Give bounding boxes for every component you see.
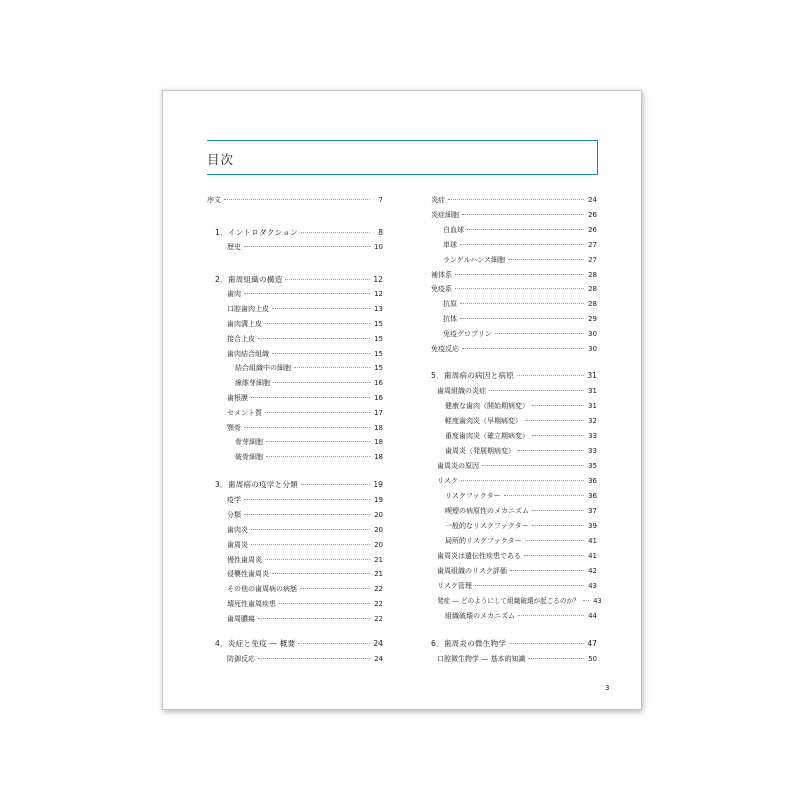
toc-entry-page: 16 <box>374 394 383 402</box>
toc-entry[interactable] <box>431 551 597 561</box>
toc-entry-page: 26 <box>588 211 597 219</box>
toc-entry-label: セメント質 <box>227 409 262 417</box>
leader-dots <box>504 495 584 496</box>
toc-entry-label: 2．歯周組織の構造 <box>215 275 283 284</box>
toc-entry-label: 壊死性歯周疾患 <box>227 600 276 608</box>
toc-entry[interactable] <box>207 437 383 447</box>
toc-entry-label: 抗原 <box>443 300 457 308</box>
toc-entry-page: 20 <box>374 526 383 534</box>
toc-entry-label: 線維芽細胞 <box>235 379 270 387</box>
toc-entry-page: 31 <box>588 402 597 410</box>
toc-entry-label: 歯肉炎 <box>227 526 248 534</box>
leader-dots <box>517 375 584 376</box>
leader-dots <box>518 450 584 451</box>
toc-entry-label: 4．炎症と免疫 ― 概要 <box>215 639 296 648</box>
toc-entry-page: 50 <box>588 655 597 663</box>
toc-entry-label: 発症 ― どのようにして組織破壊が起こるのか？ <box>437 597 580 605</box>
leader-dots <box>301 484 370 485</box>
toc-entry-page: 12 <box>374 290 383 298</box>
toc-entry[interactable] <box>207 569 383 579</box>
toc-entry[interactable] <box>207 423 383 433</box>
toc-entry-label: リスクファクター <box>445 492 501 500</box>
toc-entry-label: リスク管理 <box>437 582 472 590</box>
toc-entry-page: 43 <box>588 582 597 590</box>
toc-entry-label: 口腔歯肉上皮 <box>227 305 269 313</box>
toc-entry-label: 免疫系 <box>431 285 452 293</box>
toc-entry[interactable] <box>431 566 597 576</box>
leader-dots <box>482 465 584 466</box>
leader-dots <box>510 570 584 571</box>
leader-dots <box>455 288 584 289</box>
toc-chapter[interactable] <box>207 639 383 649</box>
leader-dots <box>525 420 584 421</box>
document-page <box>162 90 642 710</box>
leader-dots <box>508 259 584 260</box>
leader-dots <box>244 293 370 294</box>
leader-dots <box>224 199 370 200</box>
toc-entry-label: 分類 <box>227 511 241 519</box>
toc-chapter[interactable] <box>431 639 597 649</box>
toc-entry-label: 序文 <box>207 196 221 204</box>
toc-entry-page: 31 <box>587 371 597 380</box>
toc-entry-page: 27 <box>588 241 597 249</box>
toc-chapter[interactable] <box>431 371 597 381</box>
toc-entry-page: 35 <box>588 462 597 470</box>
toc-entry-label: 疫学 <box>227 496 241 504</box>
leader-dots <box>265 412 370 413</box>
toc-entry-label: 顎骨 <box>227 424 241 432</box>
toc-entry[interactable] <box>207 599 383 609</box>
toc-entry-page: 22 <box>374 585 383 593</box>
toc-entry-label: 一般的なリスクファクター <box>445 522 529 530</box>
toc-entry-label: ランゲルハンス細胞 <box>443 256 506 264</box>
toc-entry[interactable] <box>207 584 383 594</box>
toc-entry[interactable] <box>431 386 597 396</box>
leader-dots <box>272 573 370 574</box>
toc-entry[interactable] <box>431 476 597 486</box>
leader-dots <box>525 540 584 541</box>
toc-entry-page: 30 <box>588 345 597 353</box>
leader-dots <box>244 514 370 515</box>
toc-entry-label: 炎症 <box>431 196 445 204</box>
toc-entry[interactable] <box>431 581 597 591</box>
toc-entry[interactable] <box>431 240 597 250</box>
leader-dots <box>495 333 584 334</box>
toc-entry[interactable] <box>207 555 383 565</box>
toc-entry[interactable] <box>431 491 597 501</box>
toc-entry[interactable] <box>431 536 597 546</box>
toc-entry[interactable] <box>207 540 383 550</box>
toc-entry-page: 15 <box>374 350 383 358</box>
toc-entry-label: 5．歯周病の病因と病原 <box>431 371 514 380</box>
toc-entry-page: 13 <box>374 305 383 313</box>
toc-title-frame <box>207 140 598 175</box>
toc-entry[interactable] <box>431 446 597 456</box>
toc-entry-page: 33 <box>588 432 597 440</box>
leader-dots <box>518 615 584 616</box>
toc-entry-label: 健康な歯肉（開始期病変） <box>445 402 529 410</box>
toc-entry[interactable] <box>207 195 383 205</box>
toc-entry[interactable] <box>431 270 597 280</box>
toc-entry-label: 組織破壊のメカニズム <box>445 612 515 620</box>
leader-dots <box>244 499 370 500</box>
toc-chapter[interactable] <box>207 228 383 238</box>
toc-entry-label: 歯周炎は遺伝性疾患である <box>437 552 521 560</box>
toc-entry[interactable] <box>207 654 383 664</box>
leader-dots <box>524 555 584 556</box>
leader-dots <box>251 529 370 530</box>
toc-entry-label: 局所的リスクファクター <box>445 537 522 545</box>
toc-entry-page: 36 <box>588 477 597 485</box>
toc-entry-page: 24 <box>588 196 597 204</box>
toc-entry[interactable] <box>431 401 597 411</box>
toc-entry[interactable] <box>207 349 383 359</box>
toc-entry-page: 20 <box>374 511 383 519</box>
toc-entry-page: 42 <box>588 567 597 575</box>
toc-entry-label: 接合上皮 <box>227 335 255 343</box>
toc-entry-label: 歯肉結合組織 <box>227 350 269 358</box>
leader-dots <box>489 390 584 391</box>
toc-entry-page: 33 <box>588 447 597 455</box>
toc-entry[interactable] <box>207 363 383 373</box>
toc-entry-page: 19 <box>374 496 383 504</box>
leader-dots <box>532 405 584 406</box>
toc-entry-label: 重度歯肉炎（確立期病変） <box>445 432 529 440</box>
toc-entry-label: 歯周膿瘍 <box>227 615 255 623</box>
toc-entry-label: 歯肉溝上皮 <box>227 320 262 328</box>
leader-dots <box>461 480 584 481</box>
toc-entry[interactable] <box>431 195 597 205</box>
leader-dots <box>258 618 370 619</box>
toc-entry-page: 16 <box>374 379 383 387</box>
page-number: 3 <box>605 684 610 692</box>
toc-entry-label: 歯肉 <box>227 290 241 298</box>
leader-dots <box>272 308 370 309</box>
toc-entry-page: 22 <box>374 615 383 623</box>
toc-entry-page: 21 <box>374 556 383 564</box>
leader-dots <box>273 382 370 383</box>
toc-entry-page: 15 <box>374 364 383 372</box>
toc-entry-label: 口腔微生物学 ― 基本的知識 <box>437 655 526 663</box>
toc-entry-page: 41 <box>588 537 597 545</box>
toc-entry-page: 24 <box>374 655 383 663</box>
toc-chapter[interactable] <box>207 275 383 285</box>
toc-chapter[interactable] <box>207 480 383 490</box>
leader-dots <box>532 510 584 511</box>
toc-entry-label: 歯周炎（発展期病変） <box>445 447 515 455</box>
toc-entry-page: 18 <box>374 453 383 461</box>
leader-dots <box>467 229 584 230</box>
toc-entry-label: 抗体 <box>443 315 457 323</box>
toc-entry-label: 軽度歯肉炎（早期病変） <box>445 417 522 425</box>
toc-entry[interactable] <box>207 452 383 462</box>
toc-entry[interactable] <box>207 510 383 520</box>
toc-entry-page: 21 <box>374 570 383 578</box>
toc-entry-label: 慢性歯周炎 <box>227 556 262 564</box>
leader-dots <box>279 603 370 604</box>
toc-entry-page: 15 <box>374 335 383 343</box>
toc-entry-page: 12 <box>373 275 383 284</box>
leader-dots <box>460 244 584 245</box>
leader-dots <box>532 525 584 526</box>
toc-entry-label: 侵襲性歯周炎 <box>227 570 269 578</box>
toc-entry-page: 20 <box>374 541 383 549</box>
toc-entry-label: 歯周炎 <box>227 541 248 549</box>
leader-dots <box>301 232 370 233</box>
leader-dots <box>583 600 589 601</box>
leader-dots <box>265 559 370 560</box>
toc-entry-page: 22 <box>374 600 383 608</box>
leader-dots <box>455 274 584 275</box>
toc-entry[interactable] <box>207 304 383 314</box>
toc-entry-label: 1．イントロダクション <box>215 228 298 237</box>
toc-entry-page: 26 <box>588 226 597 234</box>
toc-entry-label: 白血球 <box>443 226 464 234</box>
toc-entry-page: 17 <box>374 409 383 417</box>
toc-entry-page: 41 <box>588 552 597 560</box>
toc-entry-label: 炎症細胞 <box>431 211 459 219</box>
leader-dots <box>258 658 370 659</box>
leader-dots <box>460 318 584 319</box>
toc-entry-page: 28 <box>588 285 597 293</box>
toc-entry-label: 防御反応 <box>227 655 255 663</box>
leader-dots <box>475 585 584 586</box>
toc-entry-label: 単球 <box>443 241 457 249</box>
toc-entry[interactable] <box>207 289 383 299</box>
leader-dots <box>265 323 370 324</box>
toc-entry-label: 免疫反応 <box>431 345 459 353</box>
leader-dots <box>251 397 370 398</box>
toc-entry-label: 歴史 <box>227 243 241 251</box>
toc-entry[interactable] <box>431 284 597 294</box>
toc-entry-page: 28 <box>588 271 597 279</box>
leader-dots <box>462 214 584 215</box>
toc-entry[interactable] <box>207 334 383 344</box>
leader-dots <box>251 544 370 545</box>
toc-entry[interactable] <box>431 344 597 354</box>
toc-entry[interactable] <box>207 408 383 418</box>
toc-title: 目次 <box>207 152 235 167</box>
toc-entry-label: 3．歯周病の疫学と分類 <box>215 480 298 489</box>
toc-entry-page: 31 <box>588 387 597 395</box>
toc-entry[interactable] <box>431 654 597 664</box>
toc-entry-page: 36 <box>588 492 597 500</box>
toc-entry[interactable] <box>431 416 597 426</box>
toc-entry[interactable] <box>431 225 597 235</box>
toc-entry-page: 44 <box>588 612 597 620</box>
toc-entry-page: 43 <box>593 597 602 605</box>
toc-entry-label: 歯周組織のリスク評価 <box>437 567 507 575</box>
toc-entry-page: 39 <box>588 522 597 530</box>
toc-entry[interactable] <box>431 431 597 441</box>
leader-dots <box>266 441 370 442</box>
toc-entry[interactable] <box>207 525 383 535</box>
toc-entry[interactable] <box>431 314 597 324</box>
toc-entry-page: 27 <box>588 256 597 264</box>
toc-entry[interactable] <box>207 393 383 403</box>
leader-dots <box>300 588 370 589</box>
toc-entry[interactable] <box>431 461 597 471</box>
toc-entry-label: 補体系 <box>431 271 452 279</box>
toc-entry[interactable] <box>431 611 597 621</box>
leader-dots <box>294 367 370 368</box>
toc-entry-page: 19 <box>373 480 383 489</box>
leader-dots <box>448 199 584 200</box>
toc-entry-page: 8 <box>378 228 383 237</box>
toc-entry-page: 37 <box>588 507 597 515</box>
leader-dots <box>298 643 370 644</box>
toc-entry[interactable] <box>207 495 383 505</box>
toc-entry[interactable] <box>207 242 383 252</box>
toc-entry-page: 32 <box>588 417 597 425</box>
toc-entry[interactable] <box>207 614 383 624</box>
toc-entry-page: 29 <box>588 315 597 323</box>
toc-entry-label: その他の歯周病の病態 <box>227 585 297 593</box>
toc-entry[interactable] <box>207 378 383 388</box>
toc-entry-label: 破骨細胞 <box>235 453 263 461</box>
leader-dots <box>266 456 370 457</box>
toc-entry[interactable] <box>431 521 597 531</box>
toc-entry-page: 15 <box>374 320 383 328</box>
toc-entry-page: 28 <box>588 300 597 308</box>
toc-entry-page: 47 <box>587 639 597 648</box>
leader-dots <box>244 246 370 247</box>
toc-entry[interactable] <box>431 255 597 265</box>
toc-entry-page: 7 <box>378 196 383 204</box>
toc-entry-page: 18 <box>374 438 383 446</box>
toc-entry-page: 10 <box>374 243 383 251</box>
toc-entry[interactable] <box>431 299 597 309</box>
leader-dots <box>532 435 584 436</box>
leader-dots <box>509 643 584 644</box>
leader-dots <box>462 348 584 349</box>
leader-dots <box>285 279 370 280</box>
leader-dots <box>258 338 370 339</box>
leader-dots <box>528 658 584 659</box>
toc-entry-label: 歯周組織の炎症 <box>437 387 486 395</box>
leader-dots <box>244 427 370 428</box>
leader-dots <box>460 303 584 304</box>
toc-entry[interactable] <box>431 506 597 516</box>
toc-entry-label: 結合組織中の細胞 <box>235 364 291 372</box>
toc-entry-page: 24 <box>373 639 383 648</box>
toc-entry-label: 免疫グロブリン <box>443 330 492 338</box>
toc-entry-label: リスク <box>437 477 458 485</box>
toc-entry-label: 歯根膜 <box>227 394 248 402</box>
toc-entry[interactable] <box>207 319 383 329</box>
toc-entry-page: 18 <box>374 424 383 432</box>
toc-entry[interactable] <box>431 329 597 339</box>
toc-entry[interactable] <box>431 210 597 220</box>
toc-entry-label: 骨芽細胞 <box>235 438 263 446</box>
toc-entry[interactable] <box>431 596 602 606</box>
toc-entry-label: 6．歯周炎の微生物学 <box>431 639 507 648</box>
toc-entry-label: 歯周炎の原因 <box>437 462 479 470</box>
toc-entry-label: 喫煙の病原性のメカニズム <box>445 507 529 515</box>
toc-entry-page: 30 <box>588 330 597 338</box>
leader-dots <box>272 353 370 354</box>
